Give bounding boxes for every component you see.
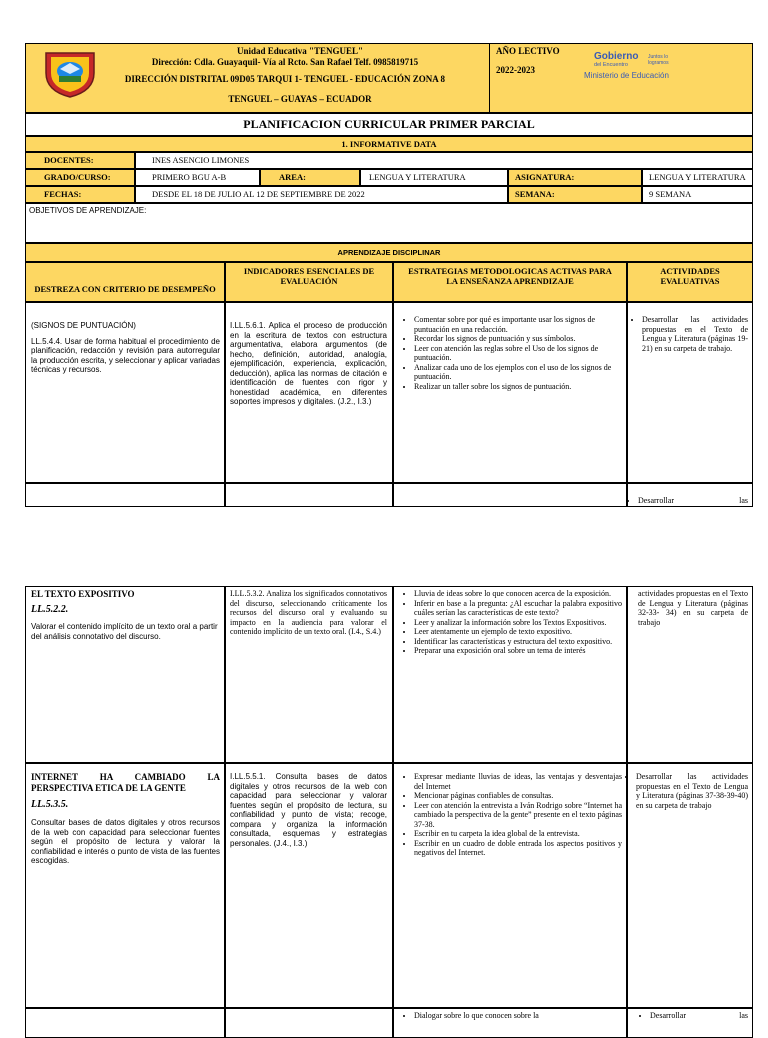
row4-actividad: • Desarrollar las actividades propuestas en el Texto de Lengua y Literatura (páginas 37-38-39-40) en su carpeta de trabajo: [636, 772, 748, 810]
row2-actividades: [627, 483, 753, 507]
list-item: • Leer atentamente un ejemplo de texto expositivo.: [414, 627, 622, 637]
row3-destreza-code: LL.5.2.2.: [31, 604, 69, 615]
list-item: • Mencionar páginas confiables de consultas.: [414, 791, 622, 801]
row1-destreza-text: LL.5.4.4. Usar de forma habitual el procedimiento de planificación, redacción y revisión para autorregular la producción escrita, y seleccionar y aplicar variadas técnicas y recursos.: [31, 336, 220, 374]
row4-destreza: [25, 763, 225, 1008]
list-item: • Comentar sobre por qué es importante usar los signos de puntuación en una redacción.: [414, 315, 622, 334]
ministry-name: Ministerio de Educación: [584, 71, 669, 80]
grado-value: PRIMERO BGU A-B: [135, 169, 260, 186]
row1-actividad: • Desarrollar las actividades propuestas en el Texto de Lengua y Literatura (páginas 19-21) en su carpeta de trabajo.: [642, 315, 748, 353]
row4-actividades: [627, 763, 753, 1008]
col-actividades-header: ACTIVIDADES EVALUATIVAS: [627, 262, 753, 302]
fechas-value: DESDE EL 18 DE JULIO AL 12 DE SEPTIEMBRE DE 2022: [135, 186, 508, 203]
school-address: Dirección: Cdla. Guayaquil- Vía al Rcto. San Rafael Telf. 0985819715: [151, 57, 419, 67]
list-item: • Realizar un taller sobre los signos de puntuación.: [414, 382, 622, 392]
row2-destreza: [25, 483, 225, 507]
row3-estrategias: [393, 586, 627, 763]
school-year-value: 2022-2023: [496, 65, 535, 75]
list-item: • Escribir en tu carpeta la idea global de la entrevista.: [414, 829, 622, 839]
government-logo: [582, 46, 702, 86]
school-name: Unidad Educativa "TENGUEL": [236, 46, 364, 56]
asignatura-label: ASIGNATURA:: [508, 169, 642, 186]
section-title: 1. INFORMATIVE DATA: [25, 136, 753, 152]
row1-estrategias: [393, 302, 627, 483]
plan-title: PLANIFICACION CURRICULAR PRIMER PARCIAL: [25, 113, 753, 136]
area-label: AREA:: [260, 169, 360, 186]
row2-indicador: [225, 483, 393, 507]
docentes-label: DOCENTES:: [25, 152, 135, 169]
row5-actividades: [627, 1008, 753, 1038]
list-item: • Expresar mediante lluvias de ideas, las ventajas y desventajas del Internet: [414, 772, 622, 791]
row1-estrategias-list: [396, 315, 622, 391]
row1-indicador: I.LL.5.6.1. Aplica el proceso de producción en la escritura de textos con estructura argumentativa, elabora argumentos (de hecho, definición, autoridad, analogía, ejemplificación, experiencia, explicación, deducción), aplica las normas de citación e identificación de fuentes con rigor y honestidad académica, en diferentes soportes impresos y digitales. (J.2., I.3.): [225, 302, 393, 483]
row4-destreza-code: LL.5.3.5.: [31, 799, 69, 810]
objetivos-label: OBJETIVOS DE APRENDIZAJE:: [25, 203, 753, 243]
grado-label: GRADO/CURSO:: [25, 169, 135, 186]
row4-indicador: I.LL.5.5.1. Consulta bases de datos digitales y otros recursos de la web con capacidad para seleccionar y valorar fuentes según el propósito de lectura, su confiabilidad y punto de vista; recoge, compara y organiza la información consultada, esquemas y estrategias personales. (J.4., I.3.): [225, 763, 393, 1008]
school-location: TENGUEL – GUAYAS – ECUADOR: [228, 94, 372, 104]
gov-logo-sub: del Encuentro: [594, 62, 628, 68]
col-estrategias-header: ESTRATEGIAS METODOLOGICAS ACTIVAS PARA LA ENSEÑANZA APRENDIZAJE: [393, 262, 627, 302]
row4-destreza-text: Consultar bases de datos digitales y otros recursos de la web con capacidad para seleccionar fuentes según el propósito de lectura y valorar la confiabilidad e interés o punto de vista de las fuentes escogidas.: [31, 818, 220, 865]
row5-estrategia-start: • Dialogar sobre lo que conocen sobre la: [414, 1011, 622, 1021]
school-district: DIRECCIÓN DISTRITAL 09D05 TARQUI 1- TENGUEL - EDUCACIÓN ZONA 8: [124, 74, 446, 84]
asignatura-value: LENGUA Y LITERATURA: [642, 169, 753, 186]
list-item: • Leer y analizar la información sobre los Textos Expositivos.: [414, 618, 622, 628]
row3-indicador: I.LL.5.3.2. Analiza los significados connotativos del discurso, seleccionando críticamente los recursos del discurso oral y evaluando su impacto en la audiencia para valorar el contenido implícito de un texto oral. (I.4., S.4.): [225, 586, 393, 763]
list-item: • Recordar los signos de puntuación y sus símbolos.: [414, 334, 622, 344]
list-item: • Escribir en un cuadro de doble entrada los aspectos positivos y negativos del Internet.: [414, 839, 622, 858]
row2-estrategias: [393, 483, 627, 507]
school-year-label: AÑO LECTIVO: [496, 46, 560, 56]
row5-actividad-start: • Desarrollar las: [650, 1011, 748, 1021]
row3-destreza: [25, 586, 225, 763]
col-destreza-label: DESTREZA CON CRITERIO DE DESEMPEÑO: [34, 284, 216, 294]
list-item: • Analizar cada uno de los ejemplos con el uso de los signos de puntuación.: [414, 363, 622, 382]
gov-logo-title: Gobierno: [594, 51, 639, 62]
row1-actividades: [627, 302, 753, 483]
col-destreza-header: [25, 262, 225, 302]
row1-destreza-title: (SIGNOS DE PUNTUACIÓN): [31, 321, 136, 330]
list-item: • Preparar una exposición oral sobre un tema de interés: [414, 646, 622, 656]
fechas-label: FECHAS:: [25, 186, 135, 203]
row2-actividad-start: • Desarrollar las: [638, 496, 748, 506]
row3-actividad: actividades propuestas en el Texto de Lengua y Literatura (páginas 32-33- 34) en su carpeta de trabajo: [627, 586, 753, 763]
semana-value: 9 SEMANA: [642, 186, 753, 203]
docentes-value: INES ASENCIO LIMONES: [135, 152, 753, 169]
row3-destreza-title: EL TEXTO EXPOSITIVO: [31, 589, 135, 599]
list-item: • Identificar las características y estructura del texto expositivo.: [414, 637, 622, 647]
list-item: • Inferir en base a la pregunta: ¿Al escuchar la palabra expositivo cuáles serían las características de este texto?: [414, 599, 622, 618]
row3-destreza-text: Valorar el contenido implícito de un texto oral a partir del análisis connotativo del discurso.: [31, 622, 218, 641]
row4-estrategias: [393, 763, 627, 1008]
row4-destreza-title: INTERNET HA CAMBIADO LA PERSPECTIVA ETICA DE LA GENTE: [31, 772, 220, 793]
list-item: • Leer con atención la entrevista a Iván Rodrigo sobre “Internet ha cambiado la perspectiva de la gente” presente en el texto páginas 37-38.: [414, 801, 622, 830]
semana-label: SEMANA:: [508, 186, 642, 203]
row5-estrategias: [393, 1008, 627, 1038]
area-value: LENGUA Y LITERATURA: [360, 169, 508, 186]
gov-logo-tagline: Juntos lo logramos: [648, 54, 669, 66]
list-item: • Leer con atención las reglas sobre el Uso de los signos de puntuación.: [414, 344, 622, 363]
list-item: • Lluvia de ideas sobre lo que conocen acerca de la exposición.: [414, 589, 622, 599]
col-indicadores-header: INDICADORES ESENCIALES DE EVALUACIÓN: [225, 262, 393, 302]
disciplinar-title: APRENDIZAJE DISCIPLINAR: [25, 243, 753, 262]
row1-destreza: [25, 302, 225, 483]
row5-destreza: [25, 1008, 225, 1038]
row5-indicador: [225, 1008, 393, 1038]
